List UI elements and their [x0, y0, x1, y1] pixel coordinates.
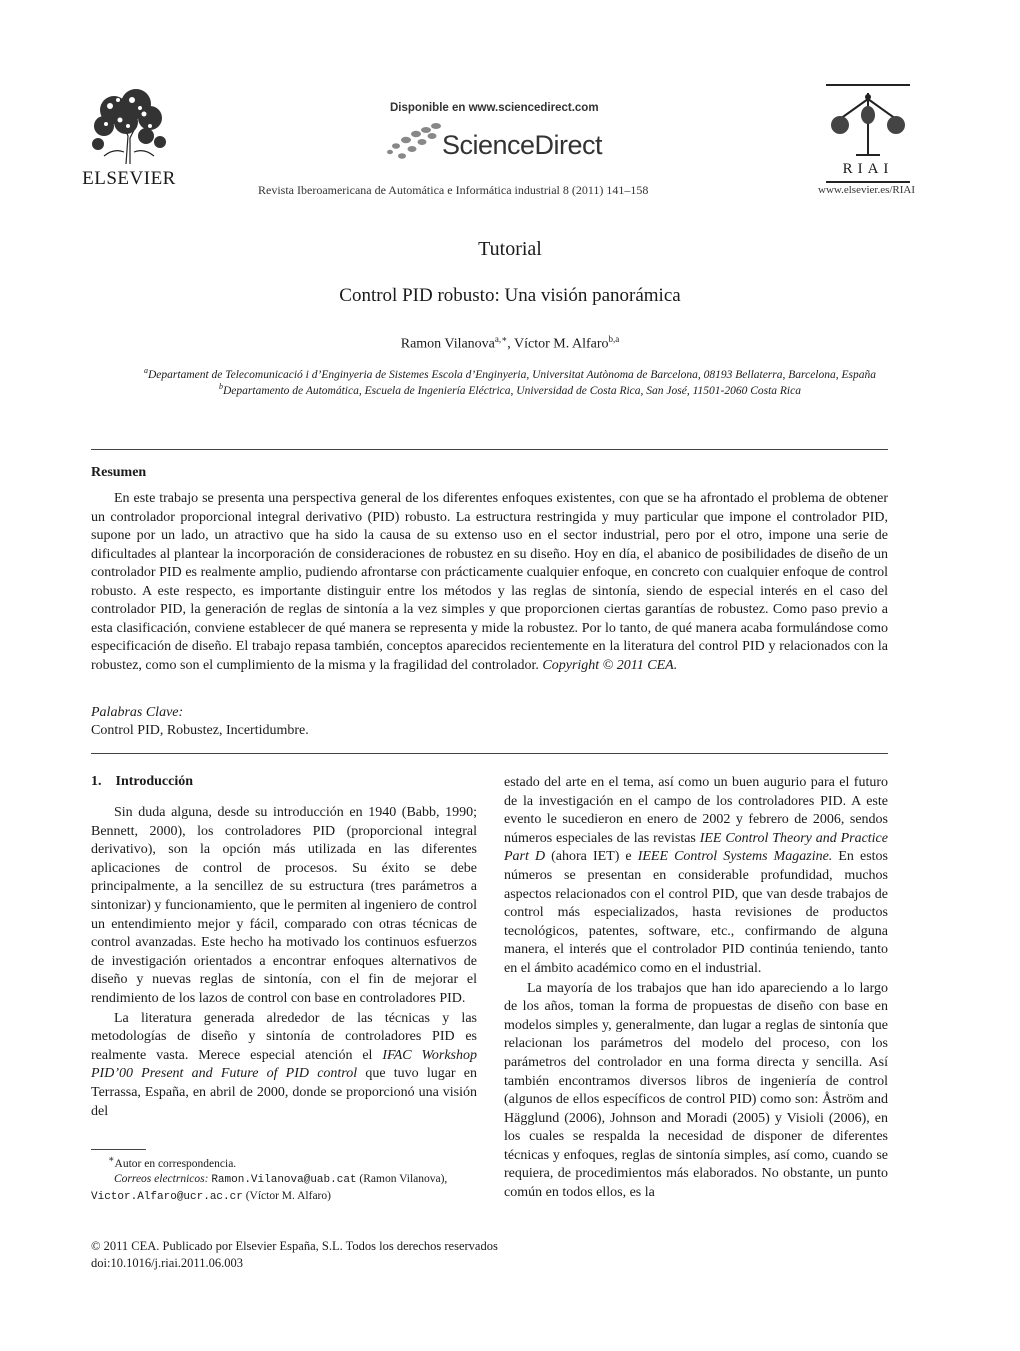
section-number: 1. [91, 774, 102, 789]
affiliation-a [0, 366, 1020, 381]
emphasis: IFAC Workshop PID’00 Present and Future of PID control [91, 1047, 477, 1082]
paragraph: La mayoría de los trabajos que han ido apareciendo a lo largo de los años, toman la forma de propuestas de diseño con base en modelos simples y, generalmente, dan lugar a reglas de sintonía que relacionan los parámetros del modelo del proceso, con los parámetros del controlador en una forma directa y sencilla. Así también encontramos diversos libros de ingeniería de control (algunos de ellos específicos de control PID) como son: Åström and Hägglund (2006), Johnson and Moradi (2005) y Visioli (2006), en los cuales se respalda la necesidad de disponer de diferentes técnicas y enfoques, reglas de sintonía simples, así como, cuando se requiera, de procedimientos más elaborados. No obstante, un punto común en todos ellos, es la [504, 980, 888, 1201]
sciencedirect-availability: Disponible en www.sciencedirect.com [390, 102, 599, 114]
right-column [504, 774, 888, 1203]
author-name: Víctor M. Alfaro [514, 336, 609, 352]
affiliation-mark: b [219, 382, 223, 391]
elsevier-wordmark: ELSEVIER [82, 168, 176, 189]
riai-wordmark: RIAI [842, 161, 894, 177]
email-link[interactable]: Victor.Alfaro@ucr.ac.cr [91, 1190, 243, 1203]
abstract-body [91, 490, 888, 675]
emails-label: Correos electrnicos: [114, 1173, 209, 1186]
abstract-text: En este trabajo se presenta una perspectiva general de los diferentes enfoques existentes, con que se ha afrontado el problema de obtener un controlador proporcional integral derivativo (PID) robusto. La estructura restringida y muy particular que impone el controlador PID, supone por un lado, un atractivo que ha sido la causa de su extenso uso en el sector industrial, pero por el otro, impone una serie de dificultades al plantear la incorporación de consideraciones de robustez en su diseño. Hoy en día, el abanico de posibilidades de diseño de un controlador PID es realmente amplio, pudiendo afrontarse con prácticamente cualquier enfoque, en concreto con cualquier enfoque de control robusto. A este respecto, es importante distinguir entre los métodos y las reglas de sintonía, siendo de especial interés en el caso del controlador PID, la generación de reglas de sintonía a la vez simples y que proporcionen ciertas garantías de robustez. Como paso previo a esta clasificación, conviene establecer de qué manera se representa y mide la robustez. Por lo tanto, de qué manera acaba formulándose como especificación de diseño. El trabajo repasa también, conceptos aparecidos recientemente en la literatura del control PID y relacionados con la robustez, como son el cumplimiento de la misma y la fragilidad del controlador. [91, 491, 888, 673]
author-name: Ramon Vilanova [400, 336, 495, 352]
paragraph: Sin duda alguna, desde su introducción en 1940 (Babb, 1990; Bennett, 2000), los controladores PID (proporcional integral derivativo), son la opción más utilizada en las diferentes aplicaciones de control de procesos. Su éxito se debe principalmente, a la sencillez de su estructura (tres parámetros a sintonizar) y funcionamiento, que le permiten al ingeniero de control un entendimiento mejor y fácil, comparado con otras técnicas de control avanzadas. Este hecho ha motivado los continuos esfuerzos de investigación orientados a encontrar enfoques alternativos de diseño y nuevas reglas de sintonía, con el fin de mejorar el rendimiento de los lazos de control con base en controladores PID. [91, 805, 477, 1006]
riai-emblem-icon [826, 89, 910, 159]
paragraph: La literatura generada alrededor de las técnicas y las metodologías de diseño y sintonía de controladores PID es realmente vasta. Merece especial atención el IFAC Workshop PID’00 Present and Future of PID control que tuvo lugar en Terrassa, España, en abril de 2000, donde se proporcionó una visión del [91, 1010, 477, 1119]
affiliation-mark: a [144, 366, 148, 375]
divider [91, 449, 888, 450]
article-title: Control PID robusto: Una visión panorámica [339, 285, 681, 306]
journal-reference: Revista Iberoamericana de Automática e Informática industrial 8 (2011) 141–158 [258, 183, 649, 197]
doi[interactable]: doi:10.1016/j.riai.2011.06.003 [91, 1255, 243, 1270]
section-title: Introducción [115, 774, 194, 789]
email-link[interactable]: Ramon.Vilanova@uab.cat [211, 1174, 357, 1187]
emphasis: IEE Control Theory and Practice Part D [504, 830, 888, 865]
keywords: Control PID, Robustez, Incertidumbre. [91, 723, 309, 738]
author-list [0, 334, 1020, 353]
footnote-rule [91, 1149, 146, 1150]
affiliation-text: Departamento de Automática, Escuela de Ingeniería Eléctrica, Universidad de Costa Rica, San José, 11501-2060 Costa Rica [223, 384, 801, 397]
affiliation-text: Departament de Telecomunicació i d’Enginyeria de Sistemes Escola d’Enginyeria, Universitat Autònoma de Barcelona, 08193 Bellaterra, Barcelona, España [148, 368, 876, 381]
affiliation-b [0, 382, 1020, 397]
author-affiliation-mark: b,a [608, 334, 620, 344]
left-column [91, 804, 477, 1121]
footnotes [91, 1152, 481, 1205]
sciencedirect-dots-icon [386, 122, 446, 162]
copyright-notice: © 2011 CEA. Publicado por Elsevier España, S.L. Todos los derechos reservados [91, 1239, 498, 1253]
elsevier-tree-icon [84, 86, 174, 166]
journal-url: www.elsevier.es/RIAI [818, 184, 916, 196]
riai-logo [826, 84, 910, 183]
author-affiliation-mark: a,∗ [494, 334, 508, 344]
footnote-corresponding: ∗Autor en correspondencia. [108, 1154, 237, 1170]
footnote-emails: Correos electrnicos: Ramon.Vilanova@uab.cat (Ramon Vilanova), [114, 1173, 448, 1187]
footer [91, 1238, 498, 1271]
sciencedirect-wordmark: ScienceDirect [442, 130, 603, 160]
section-heading [91, 774, 193, 790]
divider [91, 753, 888, 754]
abstract-copyright: Copyright © 2011 CEA. [542, 657, 678, 673]
article-category: Tutorial [478, 238, 542, 260]
author-separator: , [507, 336, 515, 352]
paragraph: estado del arte en el tema, así como un buen augurio para el futuro de la investigación en el campo de los controladores PID. A este evento le sucedieron en enero de 2002 y febrero de 2006, sendos números especiales de las revistas IEE Control Theory and Practice Part D (ahora IET) e IEEE Control Systems Magazine. En estos números se presentan en considerable profundidad, muchos aspectos relacionados con el control PID, que van desde trabajos de control más especializados, hasta revisiones de productos tecnológicos, patentes, software, etc., confirmando de alguna manera, el interés que el controlador PID continúa teniendo, tanto en el ámbito académico como en el industrial. [504, 775, 888, 976]
elsevier-logo [82, 86, 176, 190]
abstract-heading: Resumen [91, 465, 147, 480]
footnote-emails-cont: Victor.Alfaro@ucr.ac.cr (Víctor M. Alfaro) [91, 1189, 331, 1203]
emphasis: IEEE Control Systems Magazine. [637, 849, 833, 865]
keywords-label: Palabras Clave: [91, 705, 184, 720]
